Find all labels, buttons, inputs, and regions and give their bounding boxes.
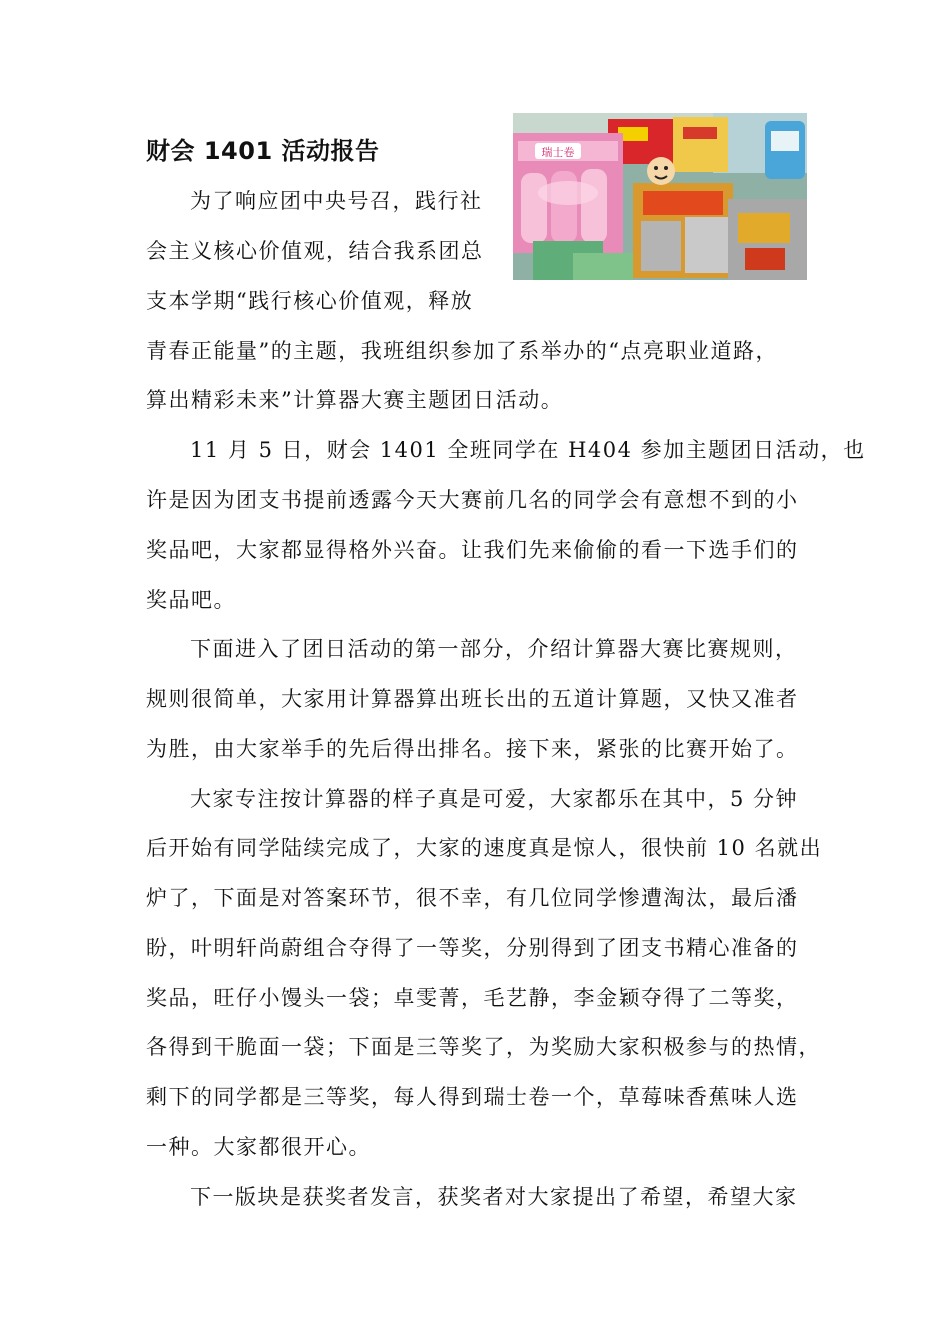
- package-label: 瑞士卷: [541, 146, 575, 159]
- paragraph-line: 奖品吧，大家都显得格外兴奋。让我们先来偷偷的看一下选手们的: [146, 538, 799, 562]
- paragraph-line: 炉了，下面是对答案环节，很不幸，有几位同学惨遭淘汰，最后潘: [146, 886, 799, 910]
- paragraph-line: 为胜，由大家举手的先后得出排名。接下来，紧张的比赛开始了。: [146, 737, 799, 761]
- paragraph-line: 许是因为团支书提前透露今天大赛前几名的同学会有意想不到的小: [146, 488, 799, 512]
- report-title: 财会 1401 活动报告: [146, 137, 380, 165]
- paragraph-line: 各得到干脆面一袋；下面是三等奖了，为奖励大家积极参与的热情，: [146, 1035, 821, 1059]
- paragraph-line: 青春正能量”的主题，我班组织参加了系举办的“点亮职业道路，: [146, 339, 778, 363]
- paragraph-line: 下一版块是获奖者发言，获奖者对大家提出了希望，希望大家: [190, 1185, 798, 1209]
- paragraph-line: 大家专注按计算器的样子真是可爱，大家都乐在其中，5 分钟: [190, 787, 799, 811]
- paragraph-line: 算出精彩未来”计算器大赛主题团日活动。: [146, 388, 564, 412]
- paragraph-line: 支本学期“践行核心价值观，释放: [146, 289, 474, 313]
- prizes-photo: [513, 113, 807, 280]
- paragraph-line: 会主义核心价值观，结合我系团总: [146, 239, 484, 263]
- paragraph-line: 剩下的同学都是三等奖，每人得到瑞士卷一个，草莓味香蕉味人选: [146, 1085, 799, 1109]
- paragraph-line: 盼，叶明轩尚蔚组合夺得了一等奖，分别得到了团支书精心准备的: [146, 936, 799, 960]
- paragraph-line: 11 月 5 日，财会 1401 全班同学在 H404 参加主题团日活动，也: [190, 438, 866, 462]
- paragraph-line: 为了响应团中央号召，践行社: [190, 189, 483, 213]
- paragraph-line: 奖品吧。: [146, 588, 236, 612]
- paragraph-line: 一种。大家都很开心。: [146, 1135, 371, 1159]
- paragraph-line: 下面进入了团日活动的第一部分，介绍计算器大赛比赛规则，: [190, 637, 798, 661]
- paragraph-line: 奖品，旺仔小馒头一袋；卓雯菁，毛艺静，李金颖夺得了二等奖，: [146, 986, 799, 1010]
- paragraph-line: 后开始有同学陆续完成了，大家的速度真是惊人，很快前 10 名就出: [146, 836, 823, 860]
- paragraph-line: 规则很简单，大家用计算器算出班长出的五道计算题，又快又准者: [146, 687, 799, 711]
